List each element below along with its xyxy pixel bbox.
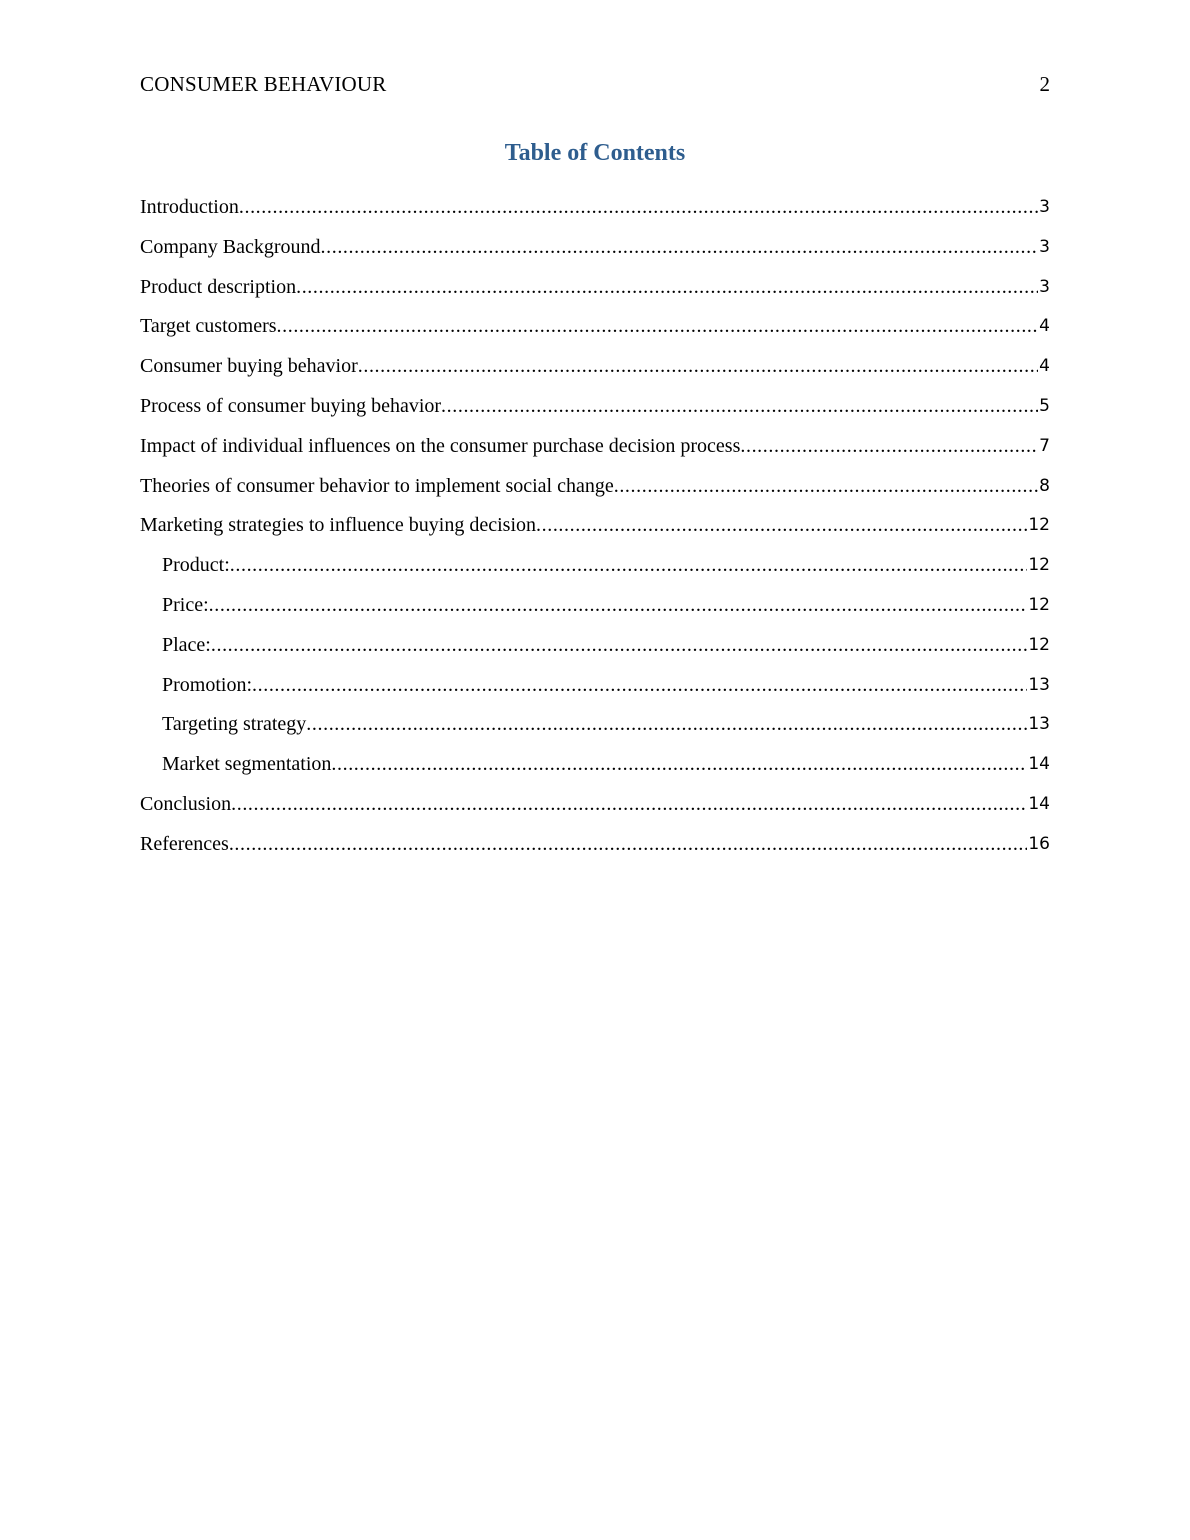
toc-entry-page: 3 [1039,236,1050,257]
toc-entry-targeting-strategy[interactable] [140,707,1050,747]
toc-entry-label: Process of consumer buying behavior [140,394,442,417]
toc-entry-label: Theories of consumer behavior to implement social change [140,474,614,497]
toc-entry-page: 7 [1039,435,1050,456]
toc-title: Table of Contents [504,140,686,166]
toc-entry-page: 3 [1039,197,1050,217]
toc-entry-page: 16 [1028,833,1050,854]
toc-entry-process-of-consumer-buying-behavior[interactable] [140,389,1050,429]
toc-entry-page: 4 [1039,316,1050,337]
toc-dot-leader [211,628,1027,662]
toc-entry-price[interactable] [140,588,1050,628]
toc-entry-label: Introduction [140,196,239,218]
toc-entry-introduction[interactable] [140,190,1050,230]
toc-dot-leader [230,548,1028,582]
toc-entry-page: 5 [1039,395,1050,416]
toc-entry-references[interactable] [140,827,1050,867]
toc-entry-label: Marketing strategies to influence buying decision [140,514,537,537]
toc-entry-page: 12 [1028,515,1050,536]
toc-dot-leader [740,429,1038,463]
toc-entry-page: 4 [1039,356,1050,377]
toc-dot-leader [441,389,1038,423]
toc-entry-impact-of-individual-influences[interactable] [140,429,1050,469]
toc-entry-label: Promotion: [162,673,253,696]
toc-entry-consumer-buying-behavior[interactable] [140,349,1050,389]
toc-dot-leader [229,827,1028,861]
toc-entry-label: Consumer buying behavior [140,355,358,378]
page-header [140,70,1050,98]
toc-entry-label: Conclusion [140,792,232,815]
toc-entry-theories-of-consumer-behavior[interactable] [140,469,1050,509]
toc-entry-product-description[interactable] [140,270,1050,310]
running-head: CONSUMER BEHAVIOUR [140,72,387,96]
toc-entry-product[interactable] [140,548,1050,588]
table-of-contents [140,190,1050,867]
toc-entry-label: Impact of individual influences on the consumer purchase decision process [140,434,741,457]
toc-entry-label: Price: [162,593,209,616]
toc-entry-marketing-strategies[interactable] [140,508,1050,548]
toc-entry-page: 12 [1028,634,1050,655]
toc-entry-label: Market segmentation [162,753,332,776]
toc-entry-promotion[interactable] [140,668,1050,708]
toc-dot-leader [306,707,1027,741]
toc-entry-label: Product description [140,275,297,298]
toc-entry-label: Target customers [140,315,277,338]
toc-dot-leader [296,270,1038,304]
toc-entry-label: Company Background [140,235,321,258]
toc-dot-leader [239,190,1038,224]
toc-entry-page: 8 [1039,475,1050,496]
toc-entry-page: 14 [1028,793,1050,814]
page-number: 2 [1039,72,1050,96]
toc-entry-page: 13 [1028,714,1050,735]
toc-entry-label: Place: [162,633,211,656]
toc-entry-page: 13 [1028,674,1050,695]
toc-entry-place[interactable] [140,628,1050,668]
toc-dot-leader [358,349,1038,383]
toc-entry-company-background[interactable] [140,230,1050,270]
toc-entry-label: Product: [162,554,230,577]
toc-entry-label: References [140,832,229,855]
toc-dot-leader [209,588,1028,622]
toc-dot-leader [331,747,1027,781]
toc-dot-leader [252,668,1027,702]
toc-entry-page: 14 [1028,754,1050,775]
toc-entry-label: Targeting strategy [162,713,307,736]
toc-entry-market-segmentation[interactable] [140,747,1050,787]
toc-entry-page: 3 [1039,276,1050,297]
toc-dot-leader [614,469,1038,503]
toc-entry-conclusion[interactable] [140,787,1050,827]
toc-entry-target-customers[interactable] [140,309,1050,349]
toc-entry-page: 12 [1028,555,1050,576]
toc-dot-leader [231,787,1027,821]
toc-entry-page: 12 [1028,594,1050,615]
toc-dot-leader [536,508,1027,542]
toc-dot-leader [277,309,1039,343]
toc-dot-leader [321,230,1039,264]
